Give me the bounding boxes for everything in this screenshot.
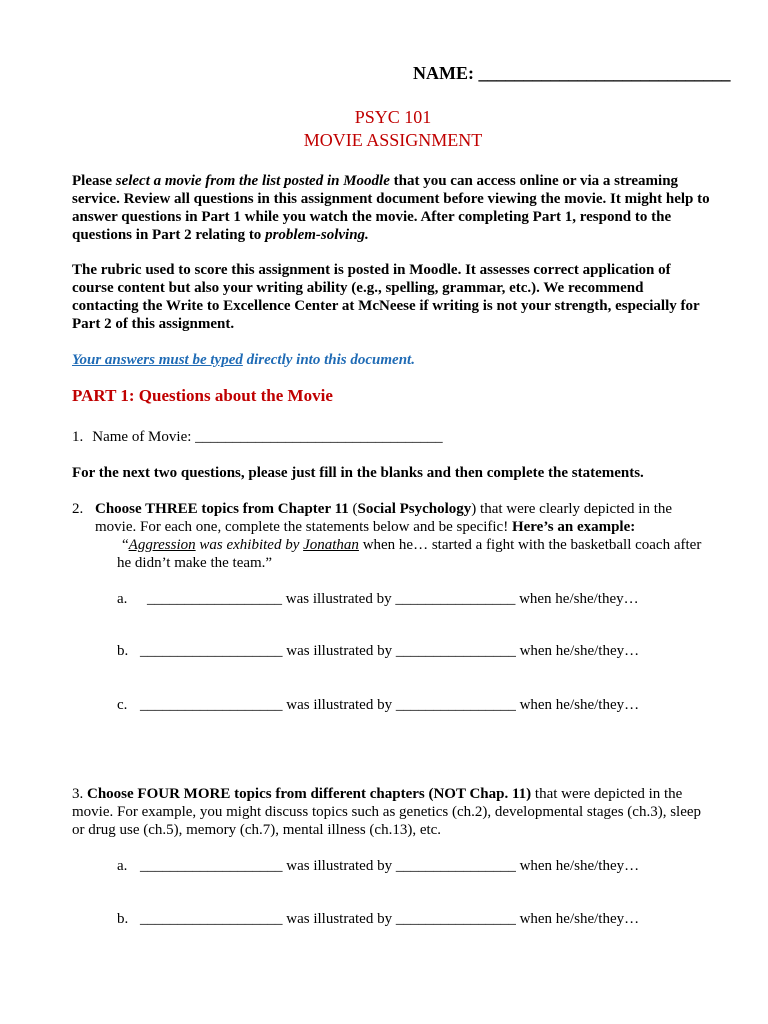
- part1-heading: PART 1: Questions about the Movie: [72, 386, 333, 405]
- intro-text: that you can access online or via a streaming: [389, 173, 679, 189]
- question-3-line-1: [72, 785, 682, 803]
- row-blanks[interactable]: ___________________ was illustrated by ________________ when he/she/they…: [140, 858, 640, 874]
- question-2-line-1: [95, 500, 672, 518]
- example-label: Here’s an example:: [511, 519, 636, 535]
- example-text: when he… started a fight with the basketball coach after: [358, 537, 702, 553]
- question-2-line-2: [95, 518, 635, 536]
- name-field-label: NAME: ____________________________: [413, 63, 731, 83]
- row-blanks[interactable]: ___________________ was illustrated by ________________ when he/she/they…: [140, 643, 640, 659]
- example-topic: Aggression: [128, 537, 196, 553]
- intro-text: questions in Part 2 relating to: [72, 227, 266, 243]
- typed-answers-link[interactable]: Your answers must be typed: [72, 352, 243, 368]
- q2-text: movie. For each one, complete the statements below and be specific!: [95, 519, 512, 535]
- question-3-line-3: or drug use (ch.5), memory (ch.7), mental illness (ch.13), etc.: [72, 822, 442, 838]
- assignment-title: MOVIE ASSIGNMENT: [303, 130, 483, 150]
- question-3-line-2: movie. For example, you might discuss topics such as genetics (ch.2), developmental stages (ch.3), sleep: [72, 804, 702, 820]
- example-character: Jonathan: [303, 537, 359, 553]
- row-blanks[interactable]: ___________________ was illustrated by ________________ when he/she/they…: [140, 911, 640, 927]
- question-1: [72, 428, 443, 446]
- row-letter: b.: [117, 643, 129, 659]
- example-text: was exhibited by: [195, 537, 304, 553]
- rubric-line: The rubric used to score this assignment is posted in Moodle. It assesses correct application of: [72, 262, 671, 278]
- q2-text: (: [348, 501, 358, 517]
- rubric-line: Part 2 of this assignment.: [72, 316, 235, 332]
- question-number: 1.: [72, 429, 84, 445]
- row-letter: a.: [117, 858, 128, 874]
- intro-text: Please: [72, 173, 116, 189]
- q2-blank-row-c[interactable]: [117, 696, 639, 714]
- q3-emphasis: Choose FOUR MORE topics from different chapters (NOT Chap. 11): [87, 786, 532, 802]
- fill-in-instruction: For the next two questions, please just fill in the blanks and then complete the statements.: [72, 465, 644, 481]
- course-code-heading: PSYC 101: [354, 107, 432, 127]
- rubric-line: course content but also your writing ability (e.g., spelling, grammar, etc.). We recommend: [72, 280, 644, 296]
- q3-text: that were depicted in the: [531, 786, 683, 802]
- rubric-paragraph: [72, 261, 722, 333]
- row-letter: a.: [117, 591, 128, 607]
- intro-line: service. Review all questions in this assignment document before viewing the movie. It might help to: [72, 191, 710, 207]
- intro-paragraph-1: [72, 172, 722, 244]
- rubric-line: contacting the Write to Excellence Center at McNeese if writing is not your strength, especially for: [72, 298, 700, 314]
- row-blanks[interactable]: ___________________ was illustrated by ________________ when he/she/they…: [140, 697, 640, 713]
- q3-blank-row-a[interactable]: [117, 857, 639, 875]
- question-2-number: 2.: [72, 501, 84, 517]
- row-letter: c.: [117, 697, 128, 713]
- movie-name-blank[interactable]: Name of Movie: _________________________________: [92, 429, 443, 445]
- intro-emphasis: problem-solving.: [265, 227, 369, 243]
- typed-answers-rest: directly into this document.: [242, 352, 415, 368]
- q2-emphasis: Choose THREE topics from Chapter 11: [95, 501, 349, 517]
- example-line-1: [122, 536, 701, 554]
- row-letter: b.: [117, 911, 129, 927]
- q3-number: 3.: [72, 786, 87, 802]
- q2-text: ) that were clearly depicted in the: [471, 501, 673, 517]
- intro-emphasis: select a movie from the list posted in Moodle: [115, 173, 390, 189]
- q2-chapter-name: Social Psychology: [357, 501, 472, 517]
- q2-blank-row-a[interactable]: [117, 590, 639, 608]
- example-text: “: [122, 537, 129, 553]
- q2-blank-row-b[interactable]: [117, 642, 639, 660]
- typed-answers-note: [72, 351, 415, 369]
- example-line-2: he didn’t make the team.”: [117, 555, 273, 571]
- q3-blank-row-b[interactable]: [117, 910, 639, 928]
- intro-line: answer questions in Part 1 while you watch the movie. After completing Part 1, respond to the: [72, 209, 672, 225]
- row-blanks[interactable]: __________________ was illustrated by ________________ when he/she/they…: [147, 591, 639, 607]
